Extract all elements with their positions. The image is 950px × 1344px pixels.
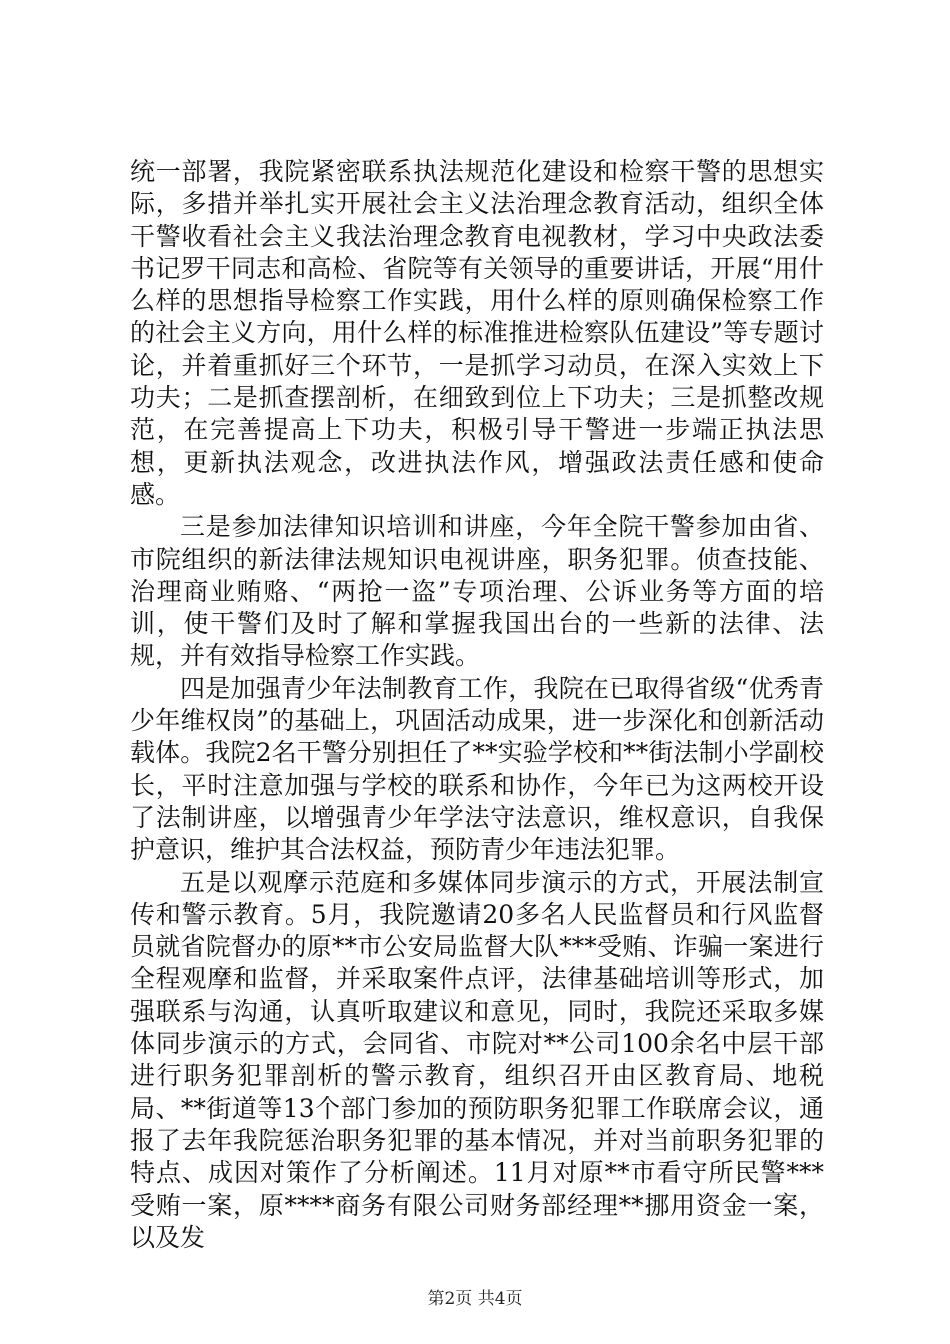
paragraph-training: 三是参加法律知识培训和讲座，今年全院干警参加由省、市院组织的新法律法规知识电视讲座，职务犯罪。侦查技能、治理商业贿赂、“两抢一盗”专项治理、公诉业务等方面的培训，使干警们及时了解和掌握我国出台的一些新的法律、法规，并有效指导检察工作实践。 <box>130 512 824 671</box>
body-text <box>130 156 824 1254</box>
page-number-footer: 第2页 共4页 <box>427 1289 523 1309</box>
paragraph-youth-education: 四是加强青少年法制教育工作，我院在已取得省级“优秀青少年维权岗”的基础上，巩固活动成果，进一步深化和创新活动载体。我院2名干警分别担任了**实验学校和**街法制小学副校长，平时注意加强与学校的联系和协作，今年已为这两校开设了法制讲座，以增强青少年学法守法意识，维权意识，自我保护意识，维护其合法权益，预防青少年违法犯罪。 <box>130 673 824 865</box>
paragraph-warning-education: 五是以观摩示范庭和多媒体同步演示的方式，开展法制宣传和警示教育。5月，我院邀请20多名人民监督员和行风监督员就省院督办的原**市公安局监督大队***受贿、诈骗一案进行全程观摩和监督，并采取案件点评，法律基础培训等形式，加强联系与沟通，认真听取建议和意见，同时，我院还采取多媒体同步演示的方式，会同省、市院对**公司100余名中层干部进行职务犯罪剖析的警示教育，组织召开由区教育局、地税局、**街道等13个部门参加的预防职务犯罪工作联席会议，通报了去年我院惩治职务犯罪的基本情况，并对当前职务犯罪的特点、成因对策作了分析阐述。11月对原**市看守所民警***受贿一案，原****商务有限公司财务部经理**挪用资金一案，以及发 <box>130 867 824 1252</box>
paragraph-continued: 统一部署，我院紧密联系执法规范化建设和检察干警的思想实际，多措并举扎实开展社会主义法治理念教育活动，组织全体干警收看社会主义我法治理念教育电视教材，学习中央政法委书记罗干同志和高检、省院等有关领导的重要讲话，开展“用什么样的思想指导检察工作实践，用什么样的原则确保检察工作的社会主义方向，用什么样的标准推进检察队伍建设”等专题讨论，并着重抓好三个环节，一是抓学习动员，在深入实效上下功夫；二是抓查摆剖析，在细致到位上下功夫；三是抓整改规范，在完善提高上下功夫，积极引导干警进一步端正执法思想，更新执法观念，改进执法作风，增强政法责任感和使命感。 <box>130 157 824 509</box>
